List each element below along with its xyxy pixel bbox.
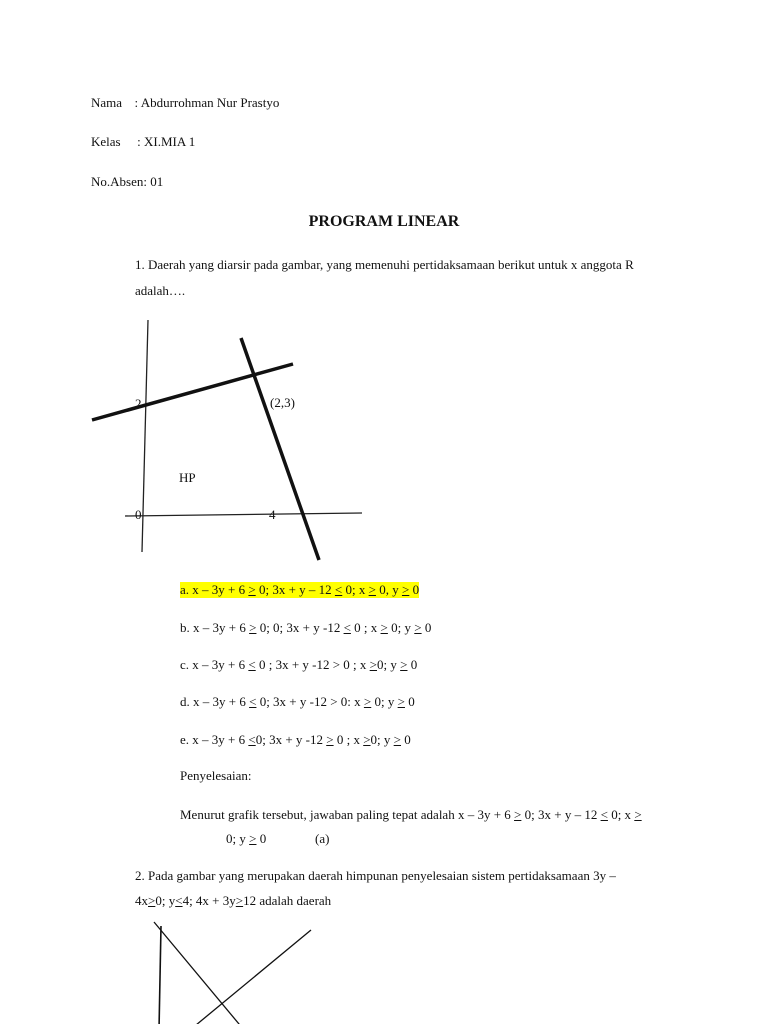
q1-origin-label: 0 — [135, 507, 142, 522]
q1-solution-line1: Menurut grafik tersebut, jawaban paling tepat adalah x – 3y + 6 > 0; 3x + y – 12 < 0; x > — [180, 807, 642, 822]
q1-option-e: e. x – 3y + 6 <0; 3x + y -12 > 0 ; x >0; y > 0 — [180, 732, 411, 747]
absen-line: No.Absen: 01 — [91, 174, 164, 189]
q1-option-b: b. x – 3y + 6 > 0; 0; 3x + y -12 < 0 ; x > 0; y > 0 — [180, 620, 432, 635]
q1-solution-label: Penyelesaian: — [180, 768, 252, 783]
q1-text-line1: 1. Daerah yang diarsir pada gambar, yang memenuhi pertidaksamaan berikut untuk x anggota R — [135, 257, 634, 272]
q1-region-label: HP — [179, 470, 196, 485]
q2-line-1 — [154, 922, 244, 1024]
q1-y-intercept-label: 2 — [135, 396, 142, 411]
q1-option-c: c. x – 3y + 6 < 0 ; 3x + y -12 > 0 ; x >0; y > 0 — [180, 657, 418, 672]
q2-text-line1: 2. Pada gambar yang merupakan daerah himpunan penyelesaian sistem pertidaksamaan 3y – — [135, 868, 616, 883]
q1-text-line2: adalah…. — [135, 283, 186, 298]
q1-option-a: a. x – 3y + 6 > 0; 3x + y – 12 < 0; x > 0, y > 0 — [180, 582, 420, 597]
page-title: PROGRAM LINEAR — [308, 213, 460, 230]
q2-y-axis — [159, 926, 161, 1024]
q1-point-label: (2,3) — [270, 395, 295, 410]
q1-answer: (a) — [315, 831, 330, 846]
q2-text-line2: 4x>0; y<4; 4x + 3y>12 adalah daerah — [135, 893, 332, 908]
nama-label: Nama — [91, 95, 123, 110]
nama-value: : Abdurrohman Nur Prastyo — [134, 95, 280, 110]
q1-option-d: d. x – 3y + 6 < 0; 3x + y -12 > 0: x > 0; y > 0 — [180, 694, 415, 709]
kelas-value: : XI.MIA 1 — [137, 134, 196, 149]
q2-line-2 — [190, 930, 311, 1024]
q1-solution-line2: 0; y > 0 — [226, 831, 267, 846]
q1-x-intercept-label: 4 — [269, 507, 276, 522]
kelas-label: Kelas — [91, 134, 121, 149]
